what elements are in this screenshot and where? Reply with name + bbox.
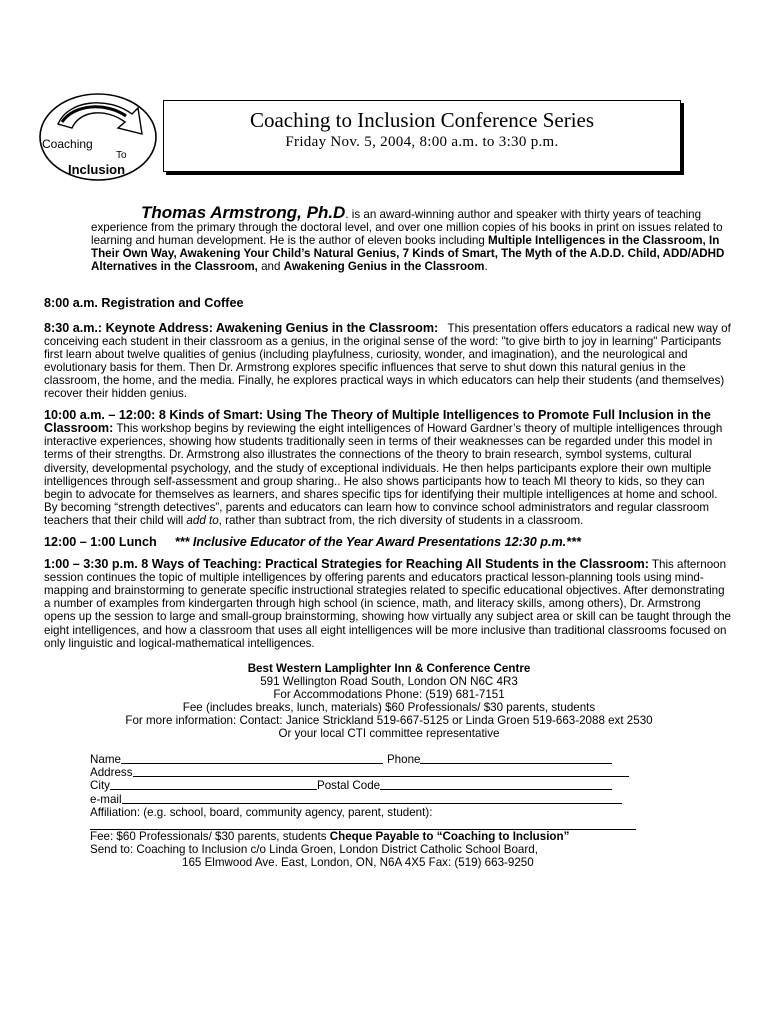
bio-end: . xyxy=(484,260,488,274)
award-presentations: *** Inclusive Educator of the Year Award Presentations 12:30 p.m.*** xyxy=(174,534,581,549)
email-field[interactable] xyxy=(122,793,622,804)
city-field[interactable] xyxy=(110,779,317,790)
logo-text-coaching: Coaching xyxy=(42,137,93,151)
workshop1-emphasis: add to xyxy=(186,513,219,527)
workshop2-heading: 1:00 – 3:30 p.m. 8 Ways of Teaching: Practical Strategies for Reaching All Students in the Classroom: xyxy=(44,557,649,572)
coaching-to-inclusion-logo xyxy=(36,92,160,182)
document-body xyxy=(44,203,734,869)
phone-label: Phone xyxy=(386,753,421,767)
title-box xyxy=(163,100,681,172)
workshop2-description: This afternoon session continues the topic of multiple intelligences by offering parents and educators practical lesson-planning tools using mind-mapping and brainstorming to generate specific instructional strategies related to specific educational objectives. After demonstrating a number of examples from kindergarten through high school (in science, math, and literacy skills, among others), Dr. Armstrong opens up the session to large and small-group brainstorming, showing how virtually any subject area or skill can be taught through the eight intelligences, and how a classroom that uses all eight intelligences will be more inclusive than traditional classrooms focused on only linguistic and logical-mathematical intelligences. xyxy=(44,558,731,650)
logo-text-to: To xyxy=(116,150,127,161)
workshop1-description-end: , rather than subtract from, the rich diversity of students in a classroom. xyxy=(218,513,584,527)
workshop1-description: This workshop begins by reviewing the eight intelligences of Howard Gardner’s theory of multiple intelligences through interactive experiences, showing how students traditionally seen in terms of their weaknesses can be regarded under this model in terms of their strengths. Dr. Armstrong also illustrates the connections of the theory to brain research, symbol systems, cultural diversity, developmental psychology, and the study of exceptional individuals. He then helps participants explore their own multiple intelligences through self-assessment and group sharing.. He also shows participants how to teach MI theory to kids, so they can begin to advocate for themselves as learners, and shares specific tips for identifying their multiple intelligences at home and school. By becoming “strength detectives”, parents and educators can learn how to convince school administrators and regular classroom teachers that their child will xyxy=(44,422,723,527)
venue-contact: For more information: Contact: Janice Strickland 519-667-5125 or Linda Groen 519-663-2088 ext 2530 xyxy=(125,714,653,728)
event-date: Friday Nov. 5, 2004, 8:00 a.m. to 3:30 p.m. xyxy=(285,134,559,150)
bio-intro: . is an award-winning author and speaker with thirty years of teaching experience from the primary through the doctoral level, and over one million copies of his books in print on issues related to learning and human development. He is the author of eleven books including xyxy=(91,208,723,248)
lunch-heading: 12:00 – 1:00 Lunch xyxy=(44,534,157,549)
form-row-name xyxy=(90,753,690,766)
schedule-keynote xyxy=(44,322,734,401)
keynote-description: This presentation offers educators a radical new way of conceiving each student in their classroom as a genius, in the original sense of the word: "to give birth to joy in learning" Participants first learn about twelve qualities of genius (including playfulness, curiosity, wonder, and imagination), and the neurological and evolutionary basis for them. Then Dr. Armstrong explores specific influences that serve to shut down this natural genius in the classroom, the home, and the media. Finally, he explores practical ways in which educators can help their students (and themselves) recover their hidden genius. xyxy=(44,321,731,401)
affiliation-field[interactable] xyxy=(90,819,636,830)
form-row-email xyxy=(90,793,690,806)
email-label: e-mail xyxy=(90,792,122,806)
address-field[interactable] xyxy=(133,766,629,777)
logo-text-inclusion: Inclusion xyxy=(68,162,126,177)
phone-field[interactable] xyxy=(420,753,612,764)
address-label: Address xyxy=(90,766,133,780)
keynote-heading: 8:30 a.m.: Keynote Address: Awakening Genius in the Classroom: xyxy=(44,320,439,335)
venue-info xyxy=(44,662,734,741)
speaker-bio xyxy=(91,203,734,274)
cheque-payable: Cheque Payable to “Coaching to Inclusion” xyxy=(329,829,570,843)
postal-code-field[interactable] xyxy=(380,779,612,790)
workshop1-heading: 10:00 a.m. – 12:00: 8 Kinds of Smart: Using The Theory of Multiple Intelligences to Promote Full Inclusion in the Classroom: xyxy=(44,408,711,436)
affiliation-label: Affiliation: (e.g. school, board, community agency, parent, student): xyxy=(90,805,433,819)
venue-phone: For Accommodations Phone: (519) 681-7151 xyxy=(273,687,505,701)
name-label: Name xyxy=(90,753,121,767)
send-address: 165 Elmwood Ave. East, London, ON, N6A 4X5 Fax: (519) 663-9250 xyxy=(182,855,534,869)
city-label: City xyxy=(90,779,110,793)
venue-address: 591 Wellington Road South, London ON N6C 4R3 xyxy=(260,674,518,688)
bio-and: and xyxy=(257,260,284,274)
schedule-registration xyxy=(44,297,734,310)
form-fee-line xyxy=(90,830,690,843)
form-row-city xyxy=(90,779,690,792)
registration-heading: 8:00 a.m. Registration and Coffee xyxy=(44,296,244,311)
registration-form xyxy=(90,753,690,869)
name-field[interactable] xyxy=(121,753,383,764)
page-title: Coaching to Inclusion Conference Series xyxy=(249,108,595,132)
postal-code-label: Postal Code xyxy=(316,779,381,793)
venue-name: Best Western Lamplighter Inn & Conference Centre xyxy=(247,661,531,675)
fee-text: Fee: $60 Professionals/ $30 parents, students xyxy=(90,829,330,843)
venue-rep: Or your local CTI committee representative xyxy=(278,727,500,741)
form-row-address xyxy=(90,766,690,779)
send-to: Send to: Coaching to Inclusion c/o Linda Groen, London District Catholic School Board, xyxy=(90,842,538,856)
bio-last-book: Awakening Genius in the Classroom xyxy=(283,260,485,274)
bio-book-list: Multiple Intelligences in the Classroom, In Their Own Way, Awakening Your Child’s Natural Genius, 7 Kinds of Smart, The Myth of the A.D.D. Child, ADD/ADHD Alternatives in the Classroom, xyxy=(91,234,725,274)
speaker-name: Thomas Armstrong, Ph.D xyxy=(141,203,346,222)
form-row-affiliation xyxy=(90,819,690,830)
schedule-lunch xyxy=(44,536,734,549)
venue-fee: Fee (includes breaks, lunch, materials) $60 Professionals/ $30 parents, students xyxy=(182,701,596,714)
schedule-workshop-2 xyxy=(44,558,734,650)
schedule-workshop-1 xyxy=(44,409,734,527)
